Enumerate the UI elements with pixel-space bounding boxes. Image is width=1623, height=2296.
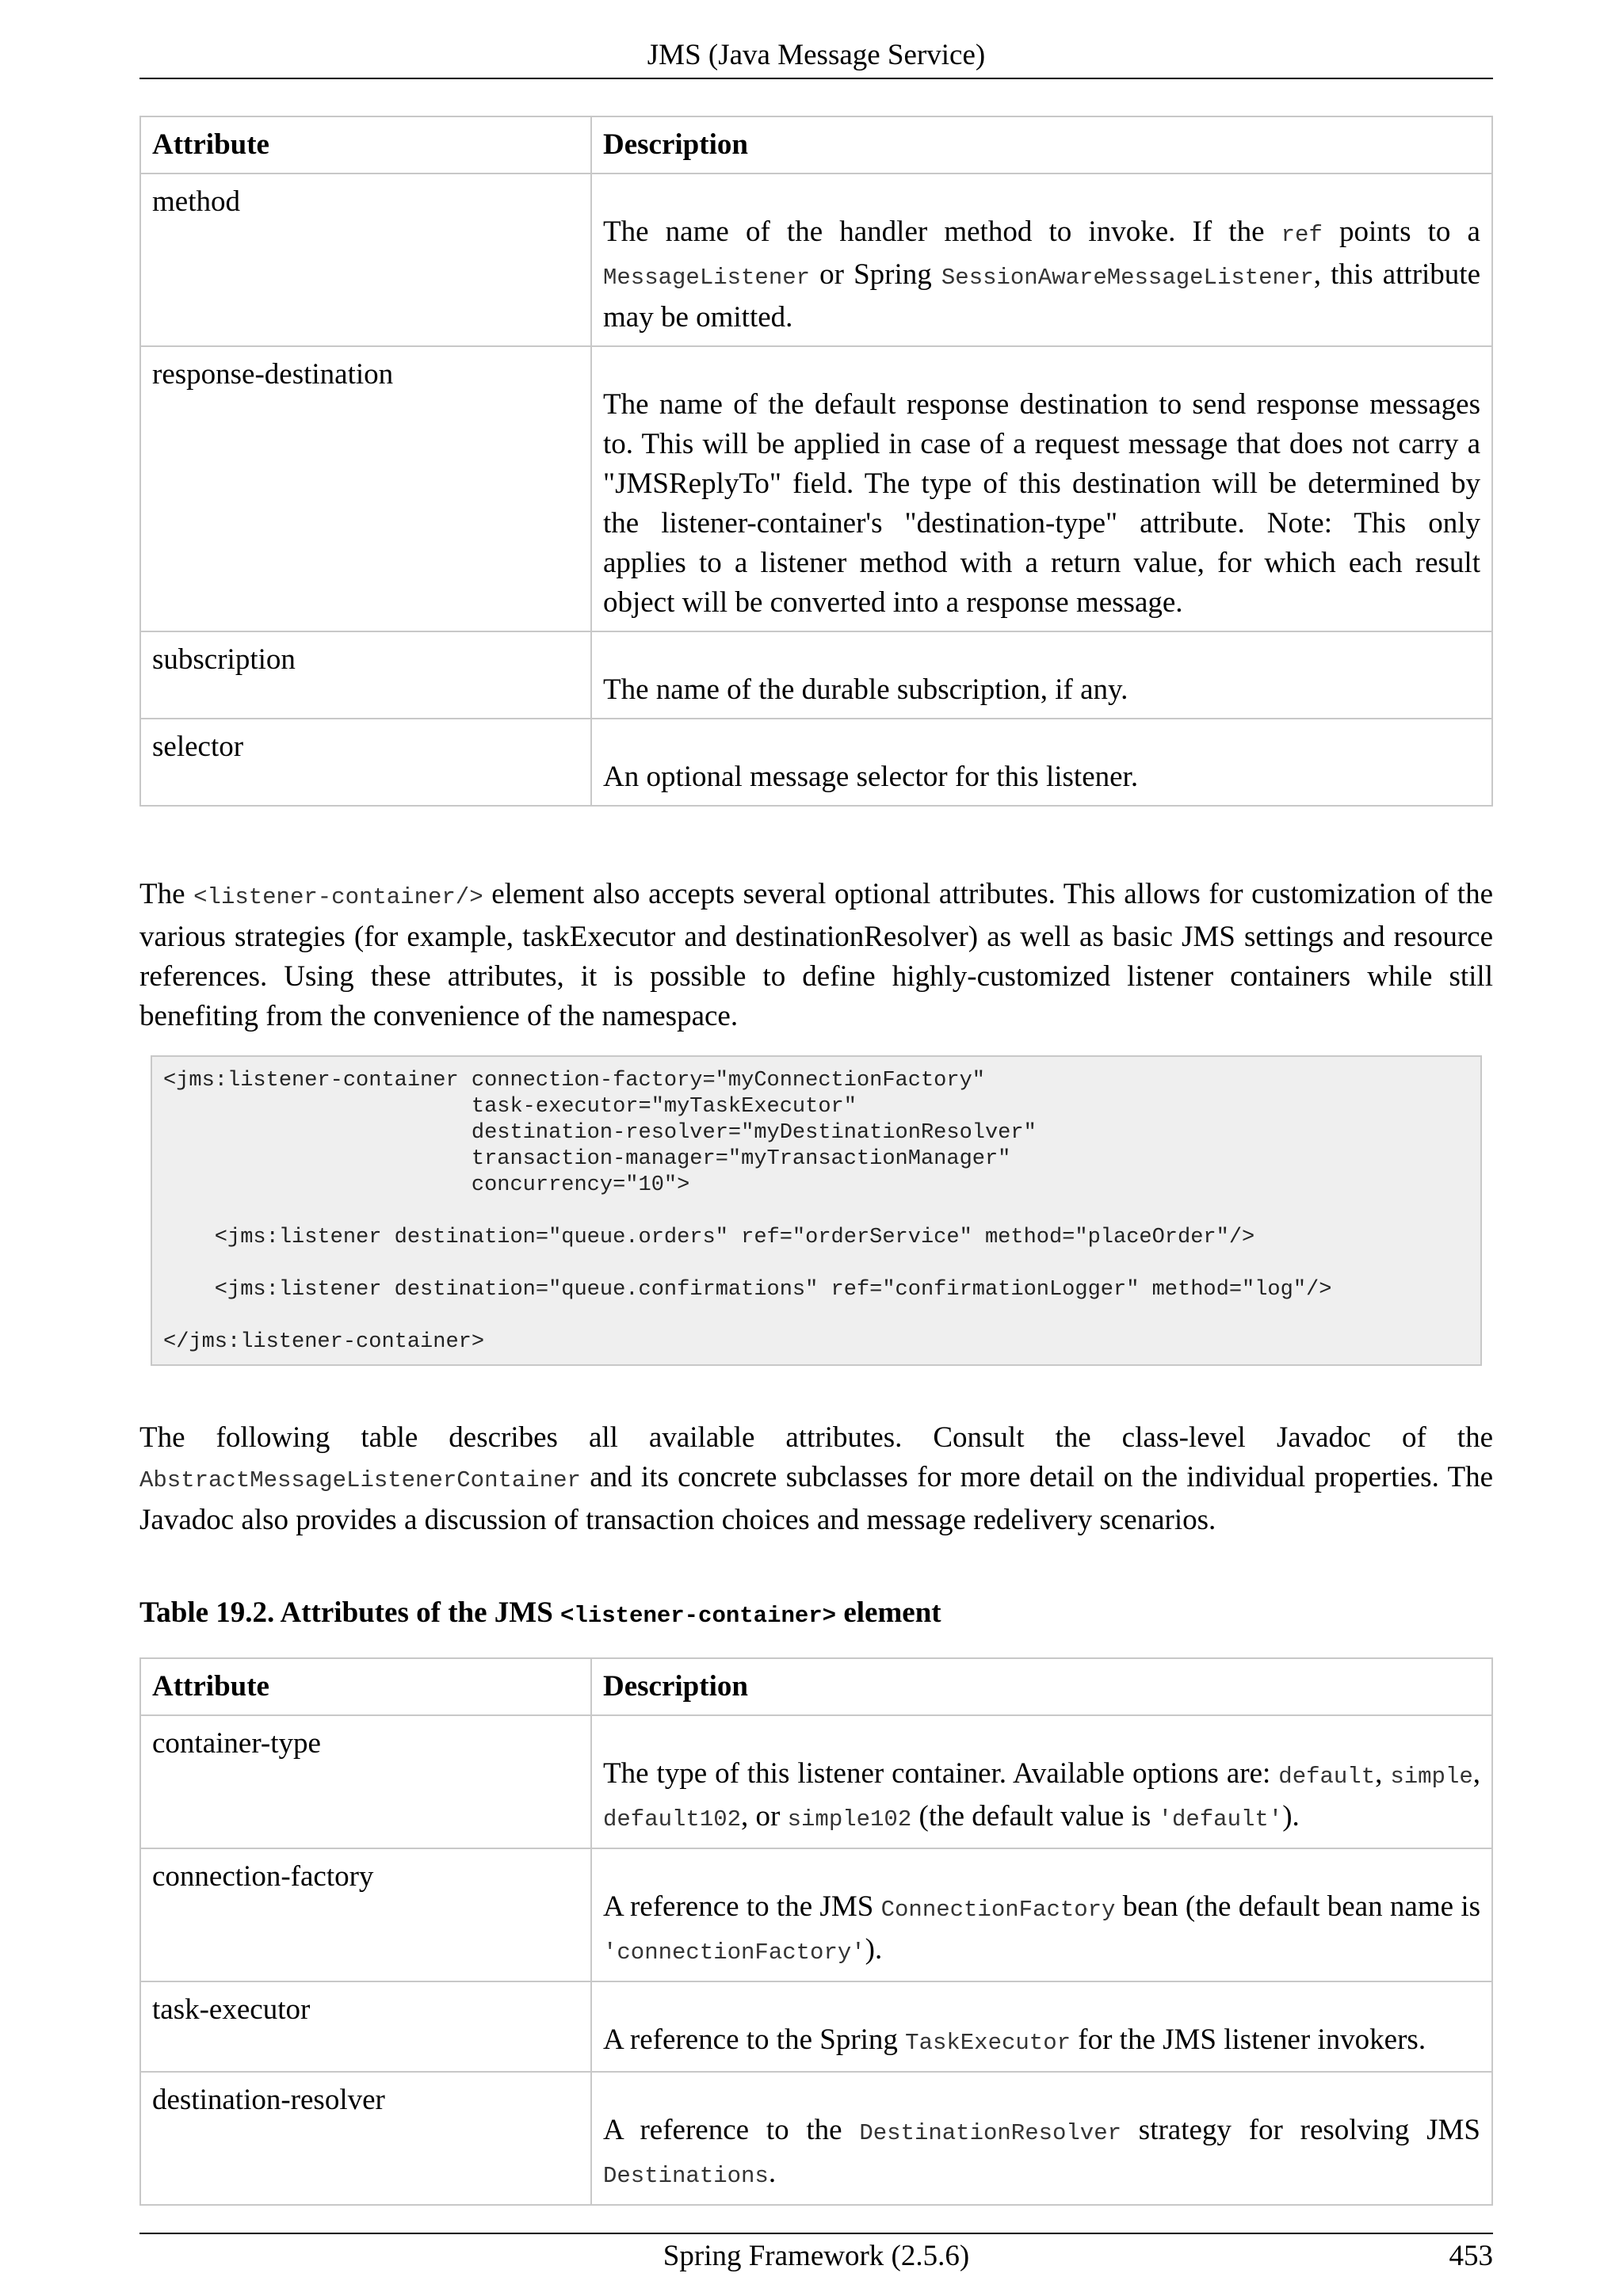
- table-header-row: [140, 116, 1492, 174]
- attribute-cell: container-type: [140, 1715, 591, 1848]
- column-header-attribute: Attribute: [140, 116, 591, 174]
- table-title-code: <listener-container>: [560, 1603, 837, 1629]
- description-text: A reference to the Spring: [603, 2023, 906, 2056]
- intro-paragraph: [139, 875, 1493, 1036]
- listener-container-attributes-table: [139, 1657, 1493, 2206]
- description-cell: [591, 174, 1492, 346]
- description-cell: The name of the durable subscription, if any.: [591, 631, 1492, 719]
- page-number: 453: [1449, 2240, 1493, 2272]
- code-listener-container: <listener-container/>: [193, 884, 483, 910]
- table-row: [140, 1715, 1492, 1848]
- code-destinations: Destinations: [603, 2163, 769, 2189]
- description-text: ).: [1282, 1800, 1300, 1833]
- description-text: bean (the default bean name is: [1115, 1890, 1480, 1923]
- code-connection-factory: ConnectionFactory: [880, 1897, 1116, 1923]
- table-title-text: element: [836, 1596, 941, 1629]
- description-text: (the default value is: [911, 1800, 1159, 1833]
- description-cell: [591, 1981, 1492, 2072]
- description-text: ,: [1375, 1757, 1391, 1790]
- code-abstract-message-listener-container: AbstractMessageListenerContainer: [139, 1467, 581, 1493]
- code-destination-resolver: DestinationResolver: [859, 2120, 1122, 2146]
- attribute-cell: destination-resolver: [140, 2072, 591, 2205]
- description-text: strategy for resolving JMS: [1121, 2114, 1480, 2146]
- paragraph-text: The: [139, 878, 194, 910]
- table-row: [140, 1848, 1492, 1981]
- paragraph-text: element also accepts several optional attributes. This allows for customization of the various strategies (for example, taskExecutor and destinationResolver) as well as basic JMS settings and resource references. Using these attributes, it is possible to define highly-customized listener containers while still benefiting from the convenience of the namespace.: [139, 878, 1493, 1032]
- table-title-text: Table 19.2. Attributes of the JMS: [139, 1596, 561, 1629]
- description-text: .: [768, 2157, 777, 2189]
- code-message-listener: MessageListener: [603, 265, 811, 291]
- listener-attributes-table: [139, 116, 1493, 807]
- code-default-value: 'default': [1158, 1806, 1283, 1833]
- attribute-cell: task-executor: [140, 1981, 591, 2072]
- description-cell: [591, 1715, 1492, 1848]
- description-text: , this attribute may be omitted.: [603, 258, 1480, 334]
- code-default: default: [1278, 1764, 1376, 1790]
- code-example: <jms:listener-container connection-factory="myConnectionFactory" task-executor="myTaskExecutor" destination-resolver="myDestinationResolver" transaction-manager="myTransactionManager" concurrency="10"> <jms:listener destination="queue.orders" ref="orderService" method="placeOrder"/> <jms:listener destination="queue.confirmations" ref="confirmationLogger" method="log"/> </jms:listener-container>: [151, 1055, 1482, 1366]
- description-cell: [591, 1848, 1492, 1981]
- header-rule: [139, 78, 1493, 79]
- column-header-attribute: Attribute: [140, 1658, 591, 1715]
- code-default102: default102: [603, 1806, 742, 1833]
- attribute-cell: response-destination: [140, 346, 591, 631]
- description-text: The type of this listener container. Available options are:: [603, 1757, 1279, 1790]
- code-session-aware-message-listener: SessionAwareMessageListener: [941, 265, 1314, 291]
- code-simple102: simple102: [787, 1806, 912, 1833]
- code-task-executor: TaskExecutor: [905, 2030, 1071, 2056]
- description-text: ,: [1472, 1757, 1480, 1790]
- table-header-row: [140, 1658, 1492, 1715]
- description-text: or Spring: [810, 258, 941, 291]
- description-text: A reference to the: [603, 2114, 860, 2146]
- description-cell: The name of the default response destination to send response messages to. This will be applied in case of a request message that does not carry a "JMSReplyTo" field. The type of this destination will be determined by the listener-container's "destination-type" attribute. Note: This only applies to a listener method with a return value, for which each result object will be converted into a response message.: [591, 346, 1492, 631]
- table-row: [140, 174, 1492, 346]
- code-connection-factory-default: 'connectionFactory': [603, 1939, 865, 1966]
- description-text: for the JMS listener invokers.: [1071, 2023, 1426, 2056]
- description-text: The name of the handler method to invoke. If the: [603, 215, 1281, 248]
- footer-rule: [139, 2233, 1493, 2234]
- description-cell: [591, 2072, 1492, 2205]
- attribute-cell: subscription: [140, 631, 591, 719]
- table-row: [140, 2072, 1492, 2205]
- description-text: , or: [741, 1800, 788, 1833]
- attributes-paragraph: [139, 1418, 1493, 1540]
- code-ref: ref: [1281, 222, 1323, 248]
- table-row: [140, 346, 1492, 631]
- code-simple: simple: [1390, 1764, 1473, 1790]
- description-text: points to a: [1322, 215, 1480, 248]
- column-header-description: Description: [591, 1658, 1492, 1715]
- attribute-cell: selector: [140, 719, 591, 806]
- description-cell: An optional message selector for this listener.: [591, 719, 1492, 806]
- column-header-description: Description: [591, 116, 1492, 174]
- page-header: JMS (Java Message Service): [647, 39, 986, 71]
- table-row: [140, 1981, 1492, 2072]
- paragraph-text: The following table describes all available attributes. Consult the class-level Javadoc of the: [139, 1421, 1493, 1454]
- attribute-cell: method: [140, 174, 591, 346]
- footer-title: Spring Framework (2.5.6): [663, 2240, 970, 2272]
- attribute-cell: connection-factory: [140, 1848, 591, 1981]
- paragraph-text: and its concrete subclasses for more detail on the individual properties. The Javadoc also provides a discussion of transaction choices and message redelivery scenarios.: [139, 1461, 1493, 1536]
- table-title: [139, 1592, 1493, 1637]
- table-row: [140, 719, 1492, 806]
- description-text: ).: [865, 1933, 883, 1966]
- description-text: A reference to the JMS: [603, 1890, 881, 1923]
- table-row: [140, 631, 1492, 719]
